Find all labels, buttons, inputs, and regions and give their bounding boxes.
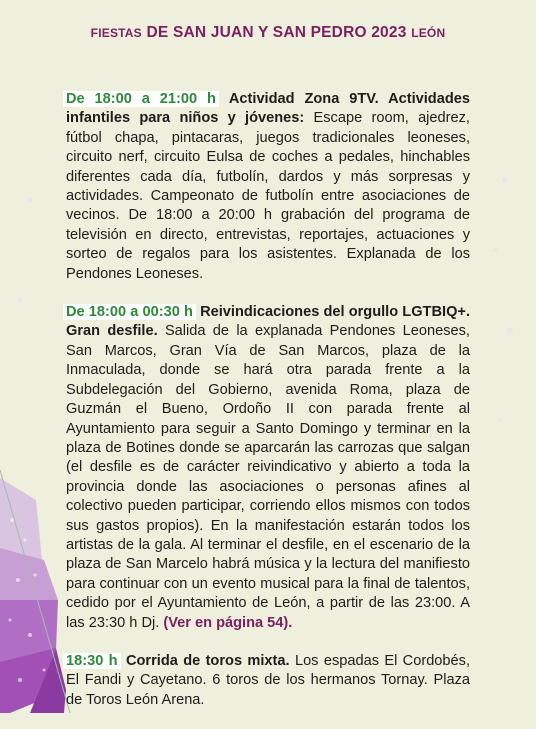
event-title: Reivindicaciones del orgullo LGTBIQ+. Gran desfile. [66,304,470,340]
page-reference-link[interactable]: (Ver en página 54). [163,614,293,631]
event-title: Corrida de toros mixta. [125,652,290,669]
event-item [66,652,470,710]
event-description: Salida de la explanada Pendones Leoneses, San Marcos, Gran Vía de San Marcos, plaza de la Inmaculada, donde se hará otra parada frente a la Subdelegación del Gobierno, avenida Roma, plaza de Guzmán el Bueno, Ordoño II con parada frente al Ayuntamiento para seguir a Santo Domingo y terminar en la plaza de Botines donde se aparcarán las carrozas que salgan (el desfile es de carácter reivindicativo y abierto a toda la provincia donde las asociaciones o personas afines al colectivo pueden participar, corriendo ellos mismos con todos sus gastos propios). En la manifestación estarán todos los artistas de la gala. Al terminar el desfile, en el escenario de la plaza de San Marcelo habrá música y la lectura del manifiesto para continuar con un evento musical para la final de talentos, cedido por el Ayuntamiento de León, a partir de las 23:00. A las 23:30 h Dj. [66,323,470,631]
event-time: 18:30 h [63,653,121,669]
event-item [66,90,470,284]
event-title: Actividad Zona 9TV. Actividades infantiles para niños y jóvenes: [66,91,470,127]
header-suffix: LEÓN [411,26,446,40]
page-header [0,24,536,42]
header-title: DE SAN JUAN Y SAN PEDRO 2023 [146,24,407,41]
event-item [66,303,470,633]
event-time: De 18:00 a 00:30 h [63,304,196,320]
event-list [66,90,470,729]
event-description: Los espadas El Cordobés, El Fandi y Cayetano. 6 toros de los hermanos Tornay. Plaza de Toros León Arena. [66,652,471,708]
event-time: De 18:00 a 21:00 h [63,91,219,107]
event-description: Escape room, ajedrez, fútbol chapa, pintacaras, juegos tradicionales leoneses, circuito nerf, circuito Eulsa de coches a pedales, hinchables diferentes cada día, futbolín, dardos y más sorpresas y actividades. Campeonato de futbolín entre asociaciones de vecinos. De 18:00 a 20:00 h grabación del programa de televisión en directo, entrevistas, reportajes, actuaciones y sorteo de regalos para los asistentes. Explanada de los Pendones Leoneses. [66,110,470,282]
header-prefix: FIESTAS [90,26,142,40]
